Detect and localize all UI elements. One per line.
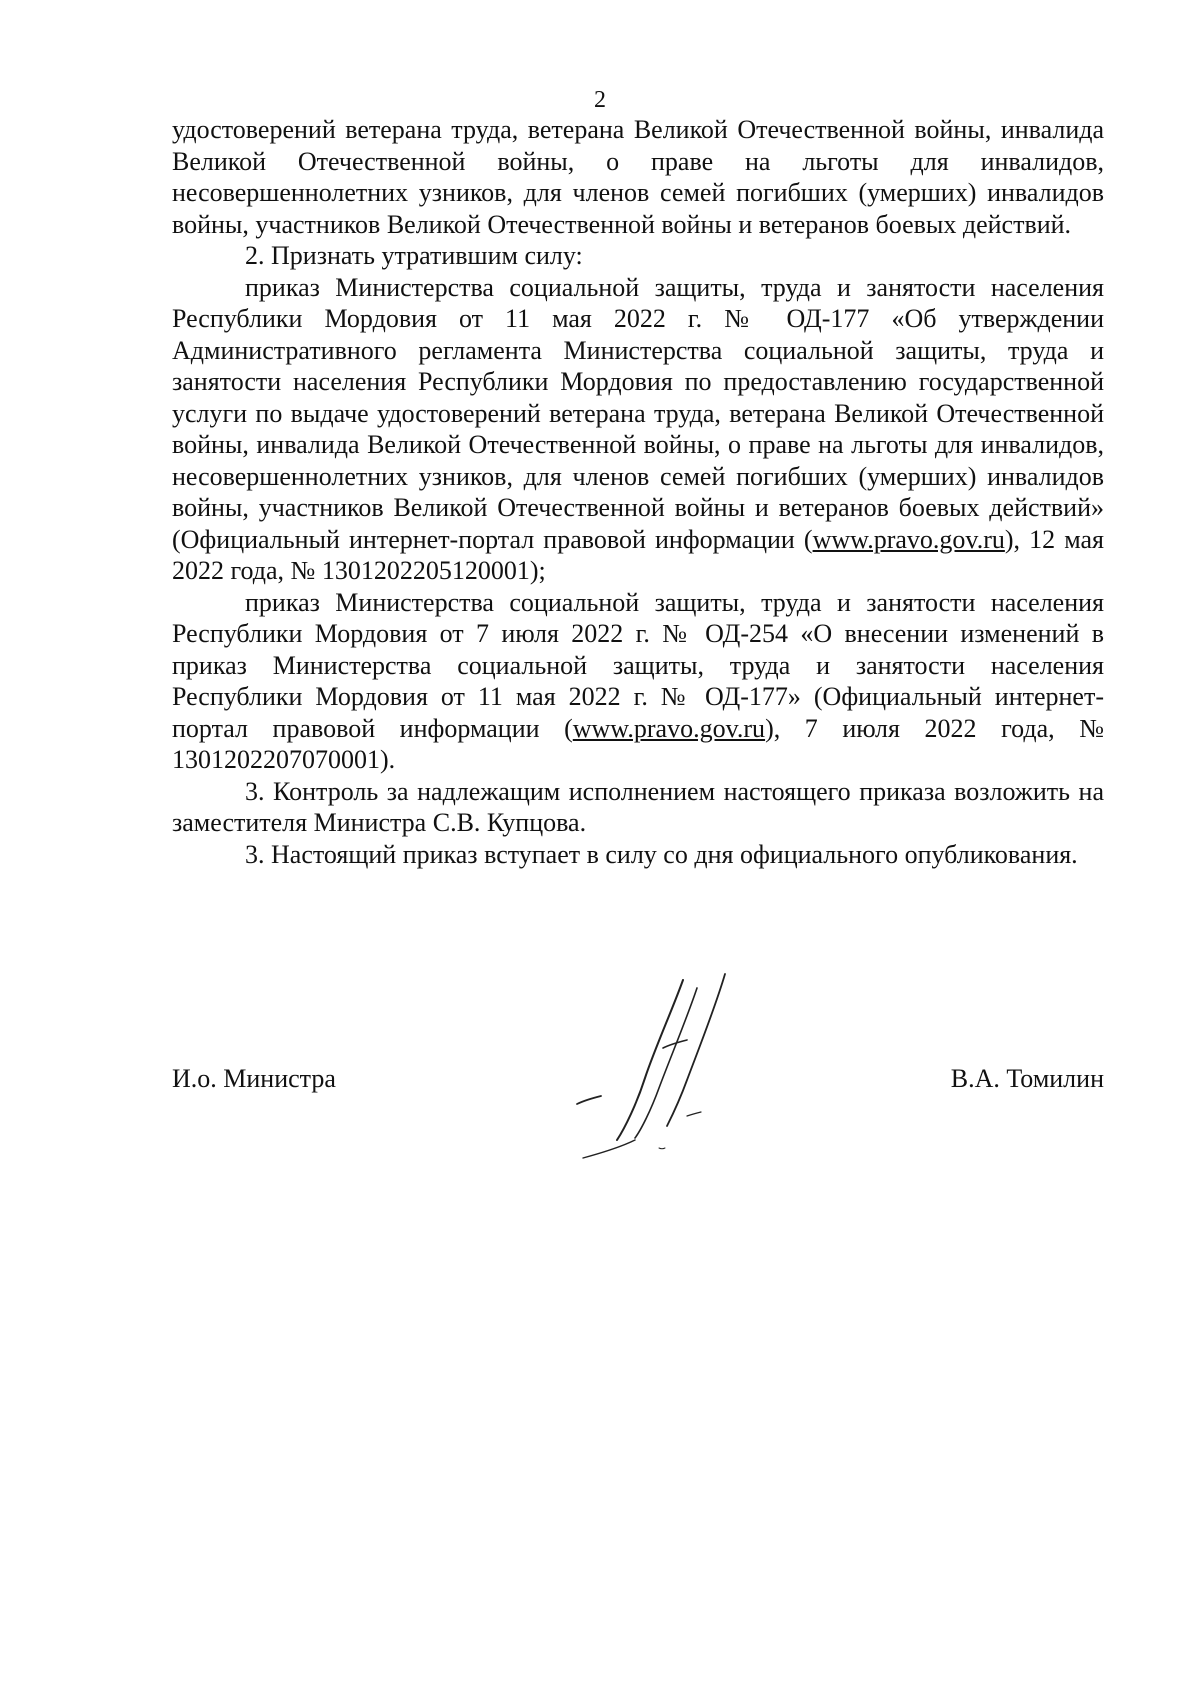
paragraph-text: ), 7 июля 2022 года, № 1301202207070001). [172, 713, 1104, 774]
pravo-link[interactable]: www.pravo.gov.ru [812, 524, 1005, 554]
document-body [172, 114, 1104, 870]
page-number: 2 [594, 87, 606, 113]
paragraph-text: приказ Министерства социальной защиты, труда и занятости населения Республики Мордовия от 11 мая 2022 г. № ОД-177 «Об утверждении Административного регламента Министерства социальной защиты, труда и занятости населения Республики Мордовия по предоставлению государственной услуги по выдаче удостоверений ветерана труда, ветерана Великой Отечественной войны, инвалида Великой Отечественной войны, о праве на льготы для инвалидов, несовершеннолетних узников, для членов семей погибших (умерших) инвалидов войны, участников Великой Отечественной войны и ветеранов боевых действий» (Официальный интернет-портал правовой информации ( [172, 272, 1104, 554]
pravo-link[interactable]: www.pravo.gov.ru [572, 713, 766, 743]
paragraph-control: 3. Контроль за надлежащим исполнением настоящего приказа возложить на заместителя Министра С.В. Купцова. [172, 776, 1104, 837]
handwritten-signature [575, 968, 795, 1178]
paragraph-item-2: 2. Признать утратившим силу: [245, 241, 583, 270]
paragraph-text: приказ Министерства социальной защиты, труда и занятости населения Республики Мордовия от 7 июля 2022 г. № ОД-254 «О внесении изменений в приказ Министерства социальной защиты, труда и занятости населения Республики Мордовия от 11 мая 2022 г. № ОД-177» (Официальный интернет-портал правовой информации ( [172, 587, 1104, 743]
signatory-position: И.о. Министра [172, 1064, 336, 1093]
paragraph-repealed-order-2 [172, 587, 1104, 776]
signatory-name: В.А. Томилин [950, 1064, 1104, 1093]
paragraph-continuation: удостоверений ветерана труда, ветерана Великой Отечественной войны, инвалида Великой Отечественной войны, о праве на льготы для инвалидов, несовершеннолетних узников, для членов семей погибших (умерших) инвалидов войны, участников Великой Отечественной войны и ветеранов боевых действий. [172, 115, 1104, 239]
paragraph-text: ), 12 мая 2022 года, № 1301202205120001); [172, 524, 1104, 585]
paragraph-entry-into-force: 3. Настоящий приказ вступает в силу со дня официального опубликования. [245, 839, 1078, 869]
paragraph-repealed-order-1 [172, 272, 1104, 587]
